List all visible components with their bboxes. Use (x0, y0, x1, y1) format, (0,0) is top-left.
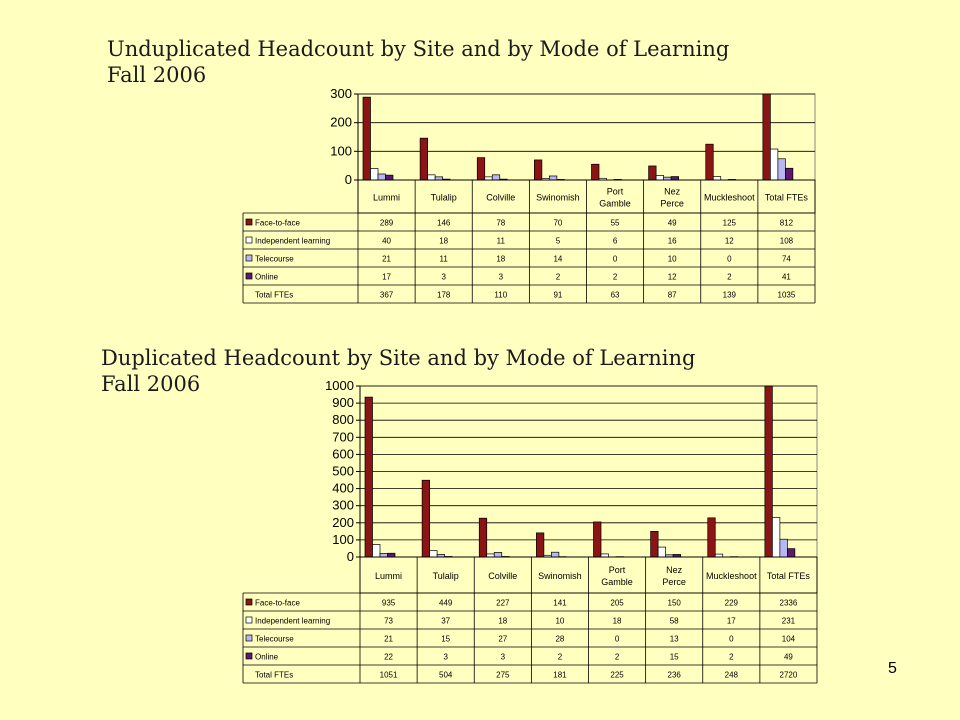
c2-y-tick-label: 300 (332, 497, 354, 513)
c2-category-label: Swinomish (538, 571, 582, 581)
c1-legend-label: Telecourse (255, 254, 294, 264)
c1-table-value: 40 (382, 236, 392, 246)
c1-category-label: Swinomish (536, 192, 580, 203)
c2-bar-telecourse (380, 553, 388, 557)
c2-y-tick-label: 100 (332, 531, 354, 547)
c2-bar-independent-learning (772, 517, 780, 557)
c1-table-value: 0 (727, 254, 732, 264)
c2-table-value: 2 (557, 652, 563, 662)
c1-table-value: 108 (779, 236, 794, 246)
c2-category-label: Total FTEs (766, 571, 810, 581)
c2-bar-face-to-face (536, 533, 544, 557)
c2-category-label: Colville (488, 571, 518, 581)
c1-table-value: 55 (610, 218, 620, 228)
c2-table-value: 73 (384, 616, 394, 626)
page-number: 5 (888, 660, 897, 677)
c2-bar-face-to-face (422, 480, 430, 557)
c2-y-tick-label: 200 (332, 514, 354, 530)
c2-table-value: 58 (669, 616, 679, 626)
c1-category-label: Total FTEs (764, 192, 808, 203)
c2-bar-independent-learning (658, 547, 666, 557)
c2-total-value: 504 (439, 670, 453, 680)
c1-total-value: 87 (667, 290, 677, 300)
c1-y-tick-label: 200 (330, 114, 352, 130)
c1-y-tick-label: 0 (344, 172, 352, 187)
c2-table-value: 141 (553, 598, 567, 608)
chart-2-subtitle: Fall 2006 (101, 372, 201, 396)
c2-bar-online (787, 549, 795, 557)
c2-total-label: Total FTEs (255, 670, 294, 680)
c2-bar-telecourse (780, 539, 788, 557)
c2-table-value: 18 (612, 616, 622, 626)
c2-table-value: 15 (669, 652, 679, 662)
c1-table-value: 6 (612, 236, 618, 246)
c1-table-value: 2 (612, 272, 618, 282)
c2-table-value: 2336 (779, 598, 798, 608)
c2-table-value: 0 (614, 634, 620, 644)
chart-2-title-line: Duplicated Headcount by Site and by Mode of Learning (101, 346, 696, 370)
c2-y-tick-label: 400 (332, 480, 354, 496)
c2-y-tick-label: 700 (332, 429, 354, 445)
c1-total-value: 110 (494, 290, 508, 300)
c1-legend-label: Online (255, 272, 279, 282)
c1-table-value: 289 (379, 218, 394, 228)
c1-total-value: 1035 (777, 290, 796, 300)
c1-table-value: 18 (496, 254, 506, 264)
c1-category-label: Muckleshoot (704, 192, 755, 203)
c1-table-value: 812 (779, 218, 794, 228)
c2-bar-face-to-face (479, 518, 487, 557)
c2-total-value: 2720 (779, 670, 798, 680)
c2-table-value: 2 (614, 652, 620, 662)
c1-category-label: Lummi (373, 192, 401, 203)
c1-table-value: 2 (727, 272, 732, 282)
c2-bar-face-to-face (651, 531, 659, 557)
chart-1-subtitle: Fall 2006 (107, 63, 207, 87)
c2-bar-face-to-face (594, 522, 602, 557)
c2-y-tick-label: 800 (332, 412, 354, 428)
c2-category-label: Lummi (375, 571, 403, 581)
c1-table-value: 12 (667, 272, 677, 282)
c2-category-label: Port (608, 565, 626, 575)
c1-y-tick-label: 100 (330, 143, 352, 159)
c2-y-tick-label: 500 (332, 463, 354, 479)
c2-table-value: 37 (441, 616, 451, 626)
c2-legend-label: Independent learning (255, 616, 331, 626)
c2-legend-label: Face-to-face (255, 598, 300, 608)
c1-table-value: 0 (612, 254, 618, 264)
c1-table-value: 21 (382, 254, 392, 264)
c2-table-value: 49 (783, 652, 793, 662)
c1-table-value: 11 (439, 254, 448, 264)
c1-table-value: 16 (667, 236, 677, 246)
c1-table-value: 70 (553, 218, 563, 228)
c1-category-label: Gamble (599, 198, 631, 209)
c2-legend-key (246, 635, 252, 641)
c1-table-value: 10 (667, 254, 677, 264)
c2-y-tick-label: 0 (346, 549, 354, 564)
c1-table-value: 3 (498, 272, 504, 282)
c1-category-label: Tulalip (430, 192, 457, 203)
c2-legend-key (246, 617, 252, 623)
c2-table-value: 22 (384, 652, 394, 662)
c1-total-value: 178 (437, 290, 451, 300)
c2-y-tick-label: 1000 (325, 378, 354, 393)
c2-table-value: 18 (498, 616, 508, 626)
c1-total-label: Total FTEs (255, 290, 294, 300)
c2-table-value: 13 (669, 634, 679, 644)
c2-total-value: 236 (667, 670, 681, 680)
c1-category-label: Colville (486, 192, 516, 203)
c1-table-value: 125 (722, 218, 736, 228)
c1-table-value: 2 (555, 272, 561, 282)
c2-table-value: 231 (781, 616, 796, 626)
c2-total-value: 275 (496, 670, 510, 680)
c1-table-value: 14 (553, 254, 563, 264)
c2-table-value: 0 (729, 634, 734, 644)
c2-bar-independent-learning (430, 551, 438, 557)
c1-total-value: 367 (379, 290, 394, 300)
c2-bar-independent-learning (487, 554, 495, 557)
c2-table-value: 935 (381, 598, 396, 608)
c2-bar-telecourse (551, 552, 559, 557)
c2-total-value: 248 (724, 670, 738, 680)
c1-legend-label: Independent learning (255, 236, 331, 246)
c2-legend-label: Online (255, 652, 279, 662)
c2-bar-independent-learning (715, 554, 723, 557)
c1-table-value: 18 (439, 236, 449, 246)
c2-bar-telecourse (494, 552, 502, 557)
c1-category-label: Nez (664, 186, 681, 197)
c1-category-label: Perce (660, 198, 684, 209)
c1-table-value: 41 (781, 272, 791, 282)
c1-table-value: 11 (496, 236, 505, 246)
c2-table-value: 27 (498, 634, 508, 644)
c1-y-tick-label: 300 (330, 86, 352, 101)
c2-legend-key (246, 599, 252, 605)
c2-category-label: Perce (662, 577, 686, 587)
c2-table-value: 104 (781, 634, 796, 644)
c2-table-value: 3 (500, 652, 506, 662)
c2-total-value: 225 (610, 670, 624, 680)
c2-total-value: 1051 (379, 670, 398, 680)
c2-category-label: Tulalip (432, 571, 459, 581)
chart-1-title-line: Unduplicated Headcount by Site and by Mode of Learning (107, 37, 730, 61)
c1-table-value: 74 (781, 254, 791, 264)
c2-category-label: Gamble (601, 577, 633, 587)
c1-total-value: 91 (553, 290, 563, 300)
c2-bar-face-to-face (765, 386, 773, 557)
c2-table-value: 449 (439, 598, 453, 608)
c1-total-value: 63 (610, 290, 620, 300)
c2-bar-independent-learning (373, 545, 381, 557)
c2-table-value: 17 (726, 616, 736, 626)
c2-bar-independent-learning (601, 554, 609, 557)
c2-legend-key (246, 653, 252, 659)
c2-table-value: 10 (555, 616, 565, 626)
c2-table-value: 21 (384, 634, 394, 644)
c1-category-label: Port (606, 186, 624, 197)
c1-table-value: 5 (555, 236, 561, 246)
c2-category-label: Muckleshoot (706, 571, 757, 581)
c1-table-value: 146 (437, 218, 451, 228)
c1-table-value: 17 (382, 272, 392, 282)
c2-y-tick-label: 900 (332, 395, 354, 411)
c1-table-value: 78 (496, 218, 506, 228)
c2-total-value: 181 (553, 670, 567, 680)
c2-legend-label: Telecourse (255, 634, 294, 644)
c2-table-value: 227 (496, 598, 510, 608)
c2-bar-face-to-face (708, 518, 716, 557)
c1-total-value: 139 (722, 290, 736, 300)
c1-table-value: 3 (441, 272, 446, 282)
c2-category-label: Nez (666, 565, 683, 575)
c2-table-value: 3 (443, 652, 448, 662)
c2-table-value: 205 (610, 598, 624, 608)
c2-table-value: 28 (555, 634, 565, 644)
c1-table-value: 12 (724, 236, 734, 246)
c2-y-tick-label: 600 (332, 446, 354, 462)
c1-legend-label: Face-to-face (255, 218, 300, 228)
c2-table-value: 15 (441, 634, 451, 644)
c2-bar-online (388, 553, 396, 557)
c2-table-value: 2 (729, 652, 734, 662)
c2-bar-face-to-face (365, 397, 373, 557)
c2-table-value: 229 (724, 598, 738, 608)
c2-table-value: 150 (667, 598, 681, 608)
c1-table-value: 49 (667, 218, 677, 228)
